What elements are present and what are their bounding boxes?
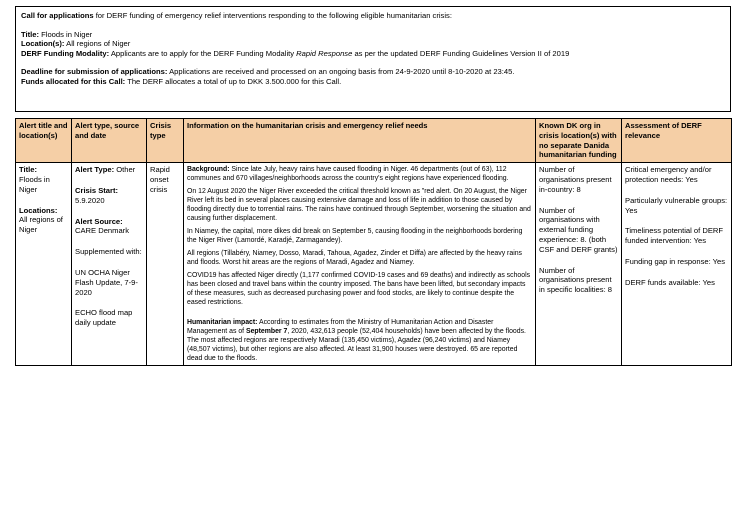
call-intro: Call for applications for DERF funding of emergency relief interventions responding to the following eligible humanitarian crisis:: [21, 11, 452, 20]
column-header: Alert type, source and date: [72, 119, 147, 163]
column-header: Information on the humanitarian crisis and emergency relief needs: [184, 119, 536, 163]
alert-type-cell: Alert Type: Other Crisis Start: 5.9.2020 Alert Source: CARE Denmark Supplemented with: UN OCHA Niger Flash Update, 7-9-2020 ECHO flood map daily update: [72, 163, 147, 366]
background-paragraph: Background: Since late July, heavy rains have caused flooding in Niger. 46 departments (out of 63), 112 communes and 670 villages/neighborhoods across the country's eight regions have experienced flooding.: [187, 166, 509, 183]
call-deadline: Deadline for submission of applications: Applications are received and processed on an ongoing basis from 24-9-2020 until 8-10-2020 at 23:45.: [21, 67, 515, 77]
call-title: Title: Floods in Niger: [21, 29, 93, 39]
call-for-applications-box: [15, 6, 731, 112]
column-header: Assessment of DERF relevance: [622, 119, 732, 163]
humanitarian-impact-paragraph: Humanitarian impact: According to estimates from the Ministry of Humanitarian Action and Disaster Management as of September 7, 2020, 432,613 people (52,404 households) have been affected by the floods. The most affected regions are respectively Maradi (135,450 victims), Agadez (96,240 victims) and Niamey (48,507 victims), but other regions are also affected. At least 31,900 houses were destroyed. 65 are reported dead due to the floods.: [187, 319, 526, 363]
call-modality: DERF Funding Modality: Applicants are to apply for the DERF Funding Modality Rapid Response as per the updated DERF Funding Guidelines Version II of 2019: [21, 48, 570, 58]
table-row: [16, 163, 732, 366]
table-header-row: [16, 119, 732, 163]
column-header: Known DK org in crisis location(s) with no separate Danida humanitarian funding: [536, 119, 622, 163]
call-location: Location(s): All regions of Niger: [21, 39, 131, 49]
column-header: Alert title and location(s): [16, 119, 72, 163]
derf-relevance-cell: Critical emergency and/or protection needs: Yes Particularly vulnerable groups: Yes Timeliness potential of DERF funded intervention: Yes Funding gap in response: Yes DERF funds available: Yes: [622, 163, 732, 366]
call-funds: Funds allocated for this Call: The DERF allocates a total of up to DKK 3.500.000 for this Call.: [21, 76, 342, 86]
alert-title-cell: Title: Floods in Niger Locations: All regions of Niger: [16, 163, 72, 366]
crisis-type-cell: Rapid onset crisis: [147, 163, 184, 366]
column-header: Crisis type: [147, 119, 184, 163]
dk-org-cell: Number of organisations present in-country: 8 Number of organisations with external funding experience: 8. (both CSF and DERF grants) Number of organisations present in specific localities: 8: [536, 163, 622, 366]
crisis-information-cell: Background: Since late July, heavy rains have caused flooding in Niger. 46 departments (out of 63), 112 communes and 670 villages/neighborhoods across the country's eight regions have experienced flooding. On 12 August 2020 the Niger River exceeded the critical threshold known as "red alert. On 20 August, the Niger River left its bed in several places causing extensive damage and loss of life in addition to those caused by flooding directly due to torrential rains. The rains have continued through September, worsening the situation and causing further displacement. In Niamey, the capital, more dikes did break on September 5, causing flooding in the neighborhoods bordering the Niger River (Lamordé, Karadjé, Zarmagandey). All regions (Tillabéry, Niamey, Dosso, Maradi, Tahoua, Agadez, Zinder et Diffa) are affected by the heavy rains and floods. Worst hit areas are the regions of Maradi, Agadez and Niamey. COVID19 has affected Niger directly (1,177 confirmed COVID-19 cases and 69 deaths) and indirectly as schools has been closed and travel bans within the country imposed. The bans have been lifted, but secondary impacts of these measures, such as decreased purchasing power and food stocks, are likely to continue despite the eased restrictions. Humanitarian impact: According to estimates from the Ministry of Humanitarian Action and Disaster Management as of September 7, 2020, 432,613 people (52,404 households) have been affected by the floods. The most affected regions are respectively Maradi (135,450 victims), Agadez (96,240 victims) and Niamey (48,507 victims), but other regions are also affected. At least 31,900 houses were destroyed. 65 are reported dead due to the floods.: [184, 163, 536, 366]
crisis-table: [15, 118, 732, 366]
